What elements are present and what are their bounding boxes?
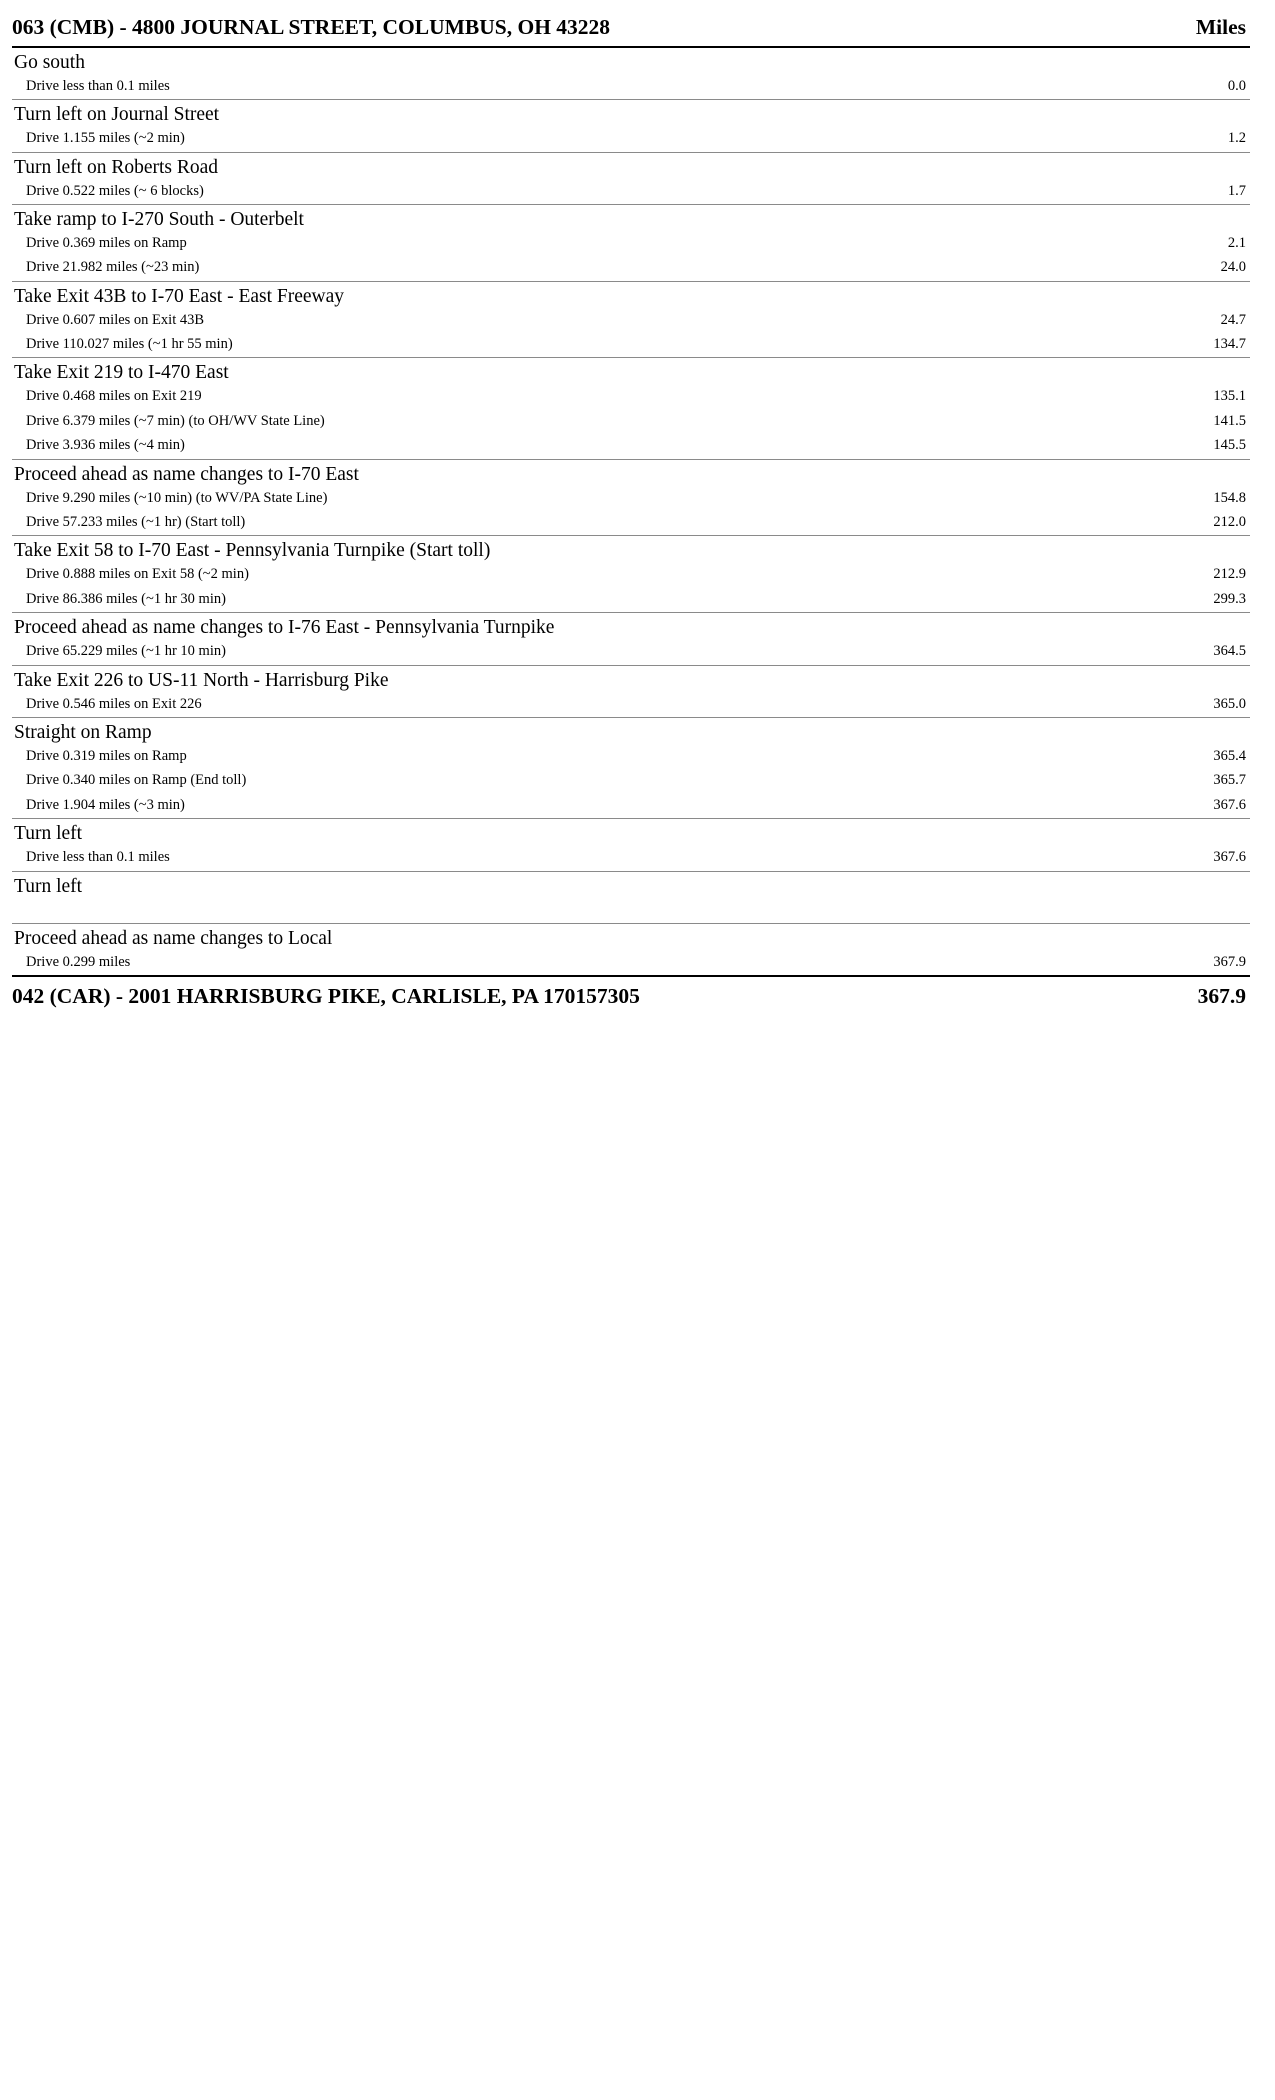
drive-row: [12, 794, 1250, 819]
maneuver-miles: [1152, 100, 1250, 128]
maneuver-row: [12, 459, 1250, 487]
drive-row: [12, 487, 1250, 511]
destination-footer-body: [12, 976, 1250, 1015]
drive-detail-text: Drive 6.379 miles (~7 min) (to OH/WV State Line): [26, 412, 325, 429]
drive-cumulative-miles: 24.0: [1152, 256, 1250, 281]
drive-row: [12, 75, 1250, 100]
drive-row: [12, 232, 1250, 256]
drive-row: [12, 640, 1250, 665]
drive-row: [12, 769, 1250, 793]
drive-cumulative-miles: 0.0: [1152, 75, 1250, 100]
drive-detail-text: Drive 0.299 miles: [26, 953, 131, 970]
drive-detail-text: Drive 1.155 miles (~2 min): [26, 130, 185, 147]
drive-detail-text: Drive 3.936 miles (~4 min): [26, 437, 185, 454]
drive-cumulative-miles: 134.7: [1152, 333, 1250, 358]
maneuver-row: [12, 923, 1250, 951]
maneuver-instruction: Proceed ahead as name changes to I-76 East - Pennsylvania Turnpike: [12, 613, 1152, 641]
drive-cumulative-miles: 365.7: [1213, 772, 1246, 789]
maneuver-miles: [1152, 281, 1250, 309]
drive-detail-text: Drive 0.340 miles on Ramp (End toll): [26, 772, 247, 789]
maneuver-miles: [1152, 204, 1250, 232]
maneuver-miles: [1152, 613, 1250, 641]
maneuver-instruction: Take Exit 219 to I-470 East: [12, 358, 1152, 386]
maneuver-row: [12, 536, 1250, 564]
drive-detail-text: Drive 1.904 miles (~3 min): [26, 796, 185, 813]
drive-detail-text: Drive 0.468 miles on Exit 219: [26, 388, 202, 405]
drive-row: [12, 951, 1250, 976]
drive-cumulative-miles: 141.5: [1213, 412, 1246, 429]
maneuver-instruction: Proceed ahead as name changes to Local: [12, 923, 1152, 951]
maneuver-miles: [1152, 665, 1250, 693]
maneuver-miles: [1152, 923, 1250, 951]
drive-detail-text: Drive 0.522 miles (~ 6 blocks): [26, 182, 204, 199]
maneuver-miles: [1152, 358, 1250, 386]
drive-cumulative-miles: 135.1: [1213, 388, 1246, 405]
maneuver-row: [12, 613, 1250, 641]
origin-header-row: [12, 12, 1250, 47]
drive-cumulative-miles: 24.7: [1220, 311, 1246, 328]
drive-detail-text: Drive 9.290 miles (~10 min) (to WV/PA State Line): [26, 489, 328, 506]
route-steps-body: [12, 47, 1250, 977]
drive-row: [12, 846, 1250, 871]
drive-detail-text: Drive 0.546 miles on Exit 226: [26, 695, 202, 712]
origin-address: 063 (CMB) - 4800 JOURNAL STREET, COLUMBUS, OH 43228: [12, 12, 1152, 47]
maneuver-row: [12, 100, 1250, 128]
drive-row: [12, 333, 1250, 358]
maneuver-miles: [1152, 536, 1250, 564]
maneuver-row: [12, 152, 1250, 180]
drive-cumulative-miles: 1.7: [1152, 180, 1250, 205]
maneuver-instruction: Turn left: [12, 871, 1152, 899]
maneuver-instruction: Proceed ahead as name changes to I-70 East: [12, 459, 1152, 487]
maneuver-miles: [1152, 819, 1250, 847]
destination-footer-row: [12, 976, 1250, 1015]
maneuver-row: [12, 871, 1250, 899]
drive-detail-text: Drive 57.233 miles (~1 hr) (Start toll): [26, 514, 246, 531]
maneuver-instruction: Straight on Ramp: [12, 717, 1152, 745]
drive-row: [12, 434, 1250, 459]
drive-cumulative-miles: 364.5: [1152, 640, 1250, 665]
maneuver-row: [12, 358, 1250, 386]
drive-row: [12, 511, 1250, 536]
drive-detail-text: Drive 65.229 miles (~1 hr 10 min): [26, 643, 226, 660]
drive-miles-empty: [1152, 899, 1250, 924]
destination-total-miles: 367.9: [1152, 976, 1250, 1015]
drive-row: [12, 127, 1250, 152]
drive-cumulative-miles: 212.0: [1152, 511, 1250, 536]
drive-cumulative-miles: 367.6: [1152, 794, 1250, 819]
drive-cumulative-miles: 212.9: [1213, 566, 1246, 583]
route-directions-table: [12, 12, 1250, 1015]
maneuver-row: [12, 665, 1250, 693]
drive-row: [12, 256, 1250, 281]
drive-row: [12, 410, 1250, 434]
drive-cumulative-miles: 154.8: [1213, 489, 1246, 506]
maneuver-instruction: Take Exit 226 to US-11 North - Harrisburg Pike: [12, 665, 1152, 693]
drive-detail-empty: [12, 899, 1152, 924]
drive-row: [12, 693, 1250, 718]
drive-cumulative-miles: 145.5: [1152, 434, 1250, 459]
drive-detail-text: Drive 110.027 miles (~1 hr 55 min): [26, 336, 233, 353]
drive-cumulative-miles: 365.4: [1213, 747, 1246, 764]
drive-cumulative-miles: 367.9: [1152, 951, 1250, 976]
maneuver-row: [12, 281, 1250, 309]
maneuver-instruction: Turn left on Journal Street: [12, 100, 1152, 128]
drive-row: [12, 385, 1250, 409]
drive-detail-text: Drive 0.319 miles on Ramp: [26, 747, 187, 764]
drive-cumulative-miles: 299.3: [1152, 588, 1250, 613]
maneuver-instruction: Take Exit 58 to I-70 East - Pennsylvania Turnpike (Start toll): [12, 536, 1152, 564]
drive-detail-text: Drive 0.369 miles on Ramp: [26, 234, 187, 251]
drive-detail-text: Drive less than 0.1 miles: [26, 849, 170, 866]
drive-cumulative-miles: 367.6: [1152, 846, 1250, 871]
drive-detail-text: Drive 0.888 miles on Exit 58 (~2 min): [26, 566, 249, 583]
destination-address: 042 (CAR) - 2001 HARRISBURG PIKE, CARLISLE, PA 170157305: [12, 976, 1152, 1015]
maneuver-row: [12, 717, 1250, 745]
route-table-body: [12, 12, 1250, 47]
drive-row-empty: [12, 899, 1250, 924]
maneuver-instruction: Turn left: [12, 819, 1152, 847]
drive-row: [12, 309, 1250, 333]
drive-detail-text: Drive 86.386 miles (~1 hr 30 min): [26, 590, 226, 607]
maneuver-miles: [1152, 459, 1250, 487]
maneuver-instruction: Turn left on Roberts Road: [12, 152, 1152, 180]
drive-cumulative-miles: 1.2: [1152, 127, 1250, 152]
maneuver-row: [12, 204, 1250, 232]
maneuver-instruction: Go south: [14, 51, 85, 73]
maneuver-instruction: Take Exit 43B to I-70 East - East Freeway: [12, 281, 1152, 309]
drive-detail-text: Drive 21.982 miles (~23 min): [26, 259, 200, 276]
maneuver-miles: [1152, 47, 1250, 75]
maneuver-miles: [1152, 871, 1250, 899]
drive-row: [12, 180, 1250, 205]
maneuver-miles: [1152, 717, 1250, 745]
drive-row: [12, 745, 1250, 769]
drive-detail-text: Drive 0.607 miles on Exit 43B: [26, 311, 205, 328]
drive-row: [12, 588, 1250, 613]
maneuver-miles: [1152, 152, 1250, 180]
drive-cumulative-miles: 365.0: [1152, 693, 1250, 718]
miles-column-header: Miles: [1152, 12, 1250, 47]
drive-row: [12, 563, 1250, 587]
drive-cumulative-miles: 2.1: [1227, 234, 1246, 251]
drive-detail-text: Drive less than 0.1 miles: [26, 77, 170, 94]
maneuver-row: [12, 819, 1250, 847]
maneuver-instruction: Take ramp to I-270 South - Outerbelt: [12, 204, 1152, 232]
maneuver-row: [12, 47, 1250, 75]
